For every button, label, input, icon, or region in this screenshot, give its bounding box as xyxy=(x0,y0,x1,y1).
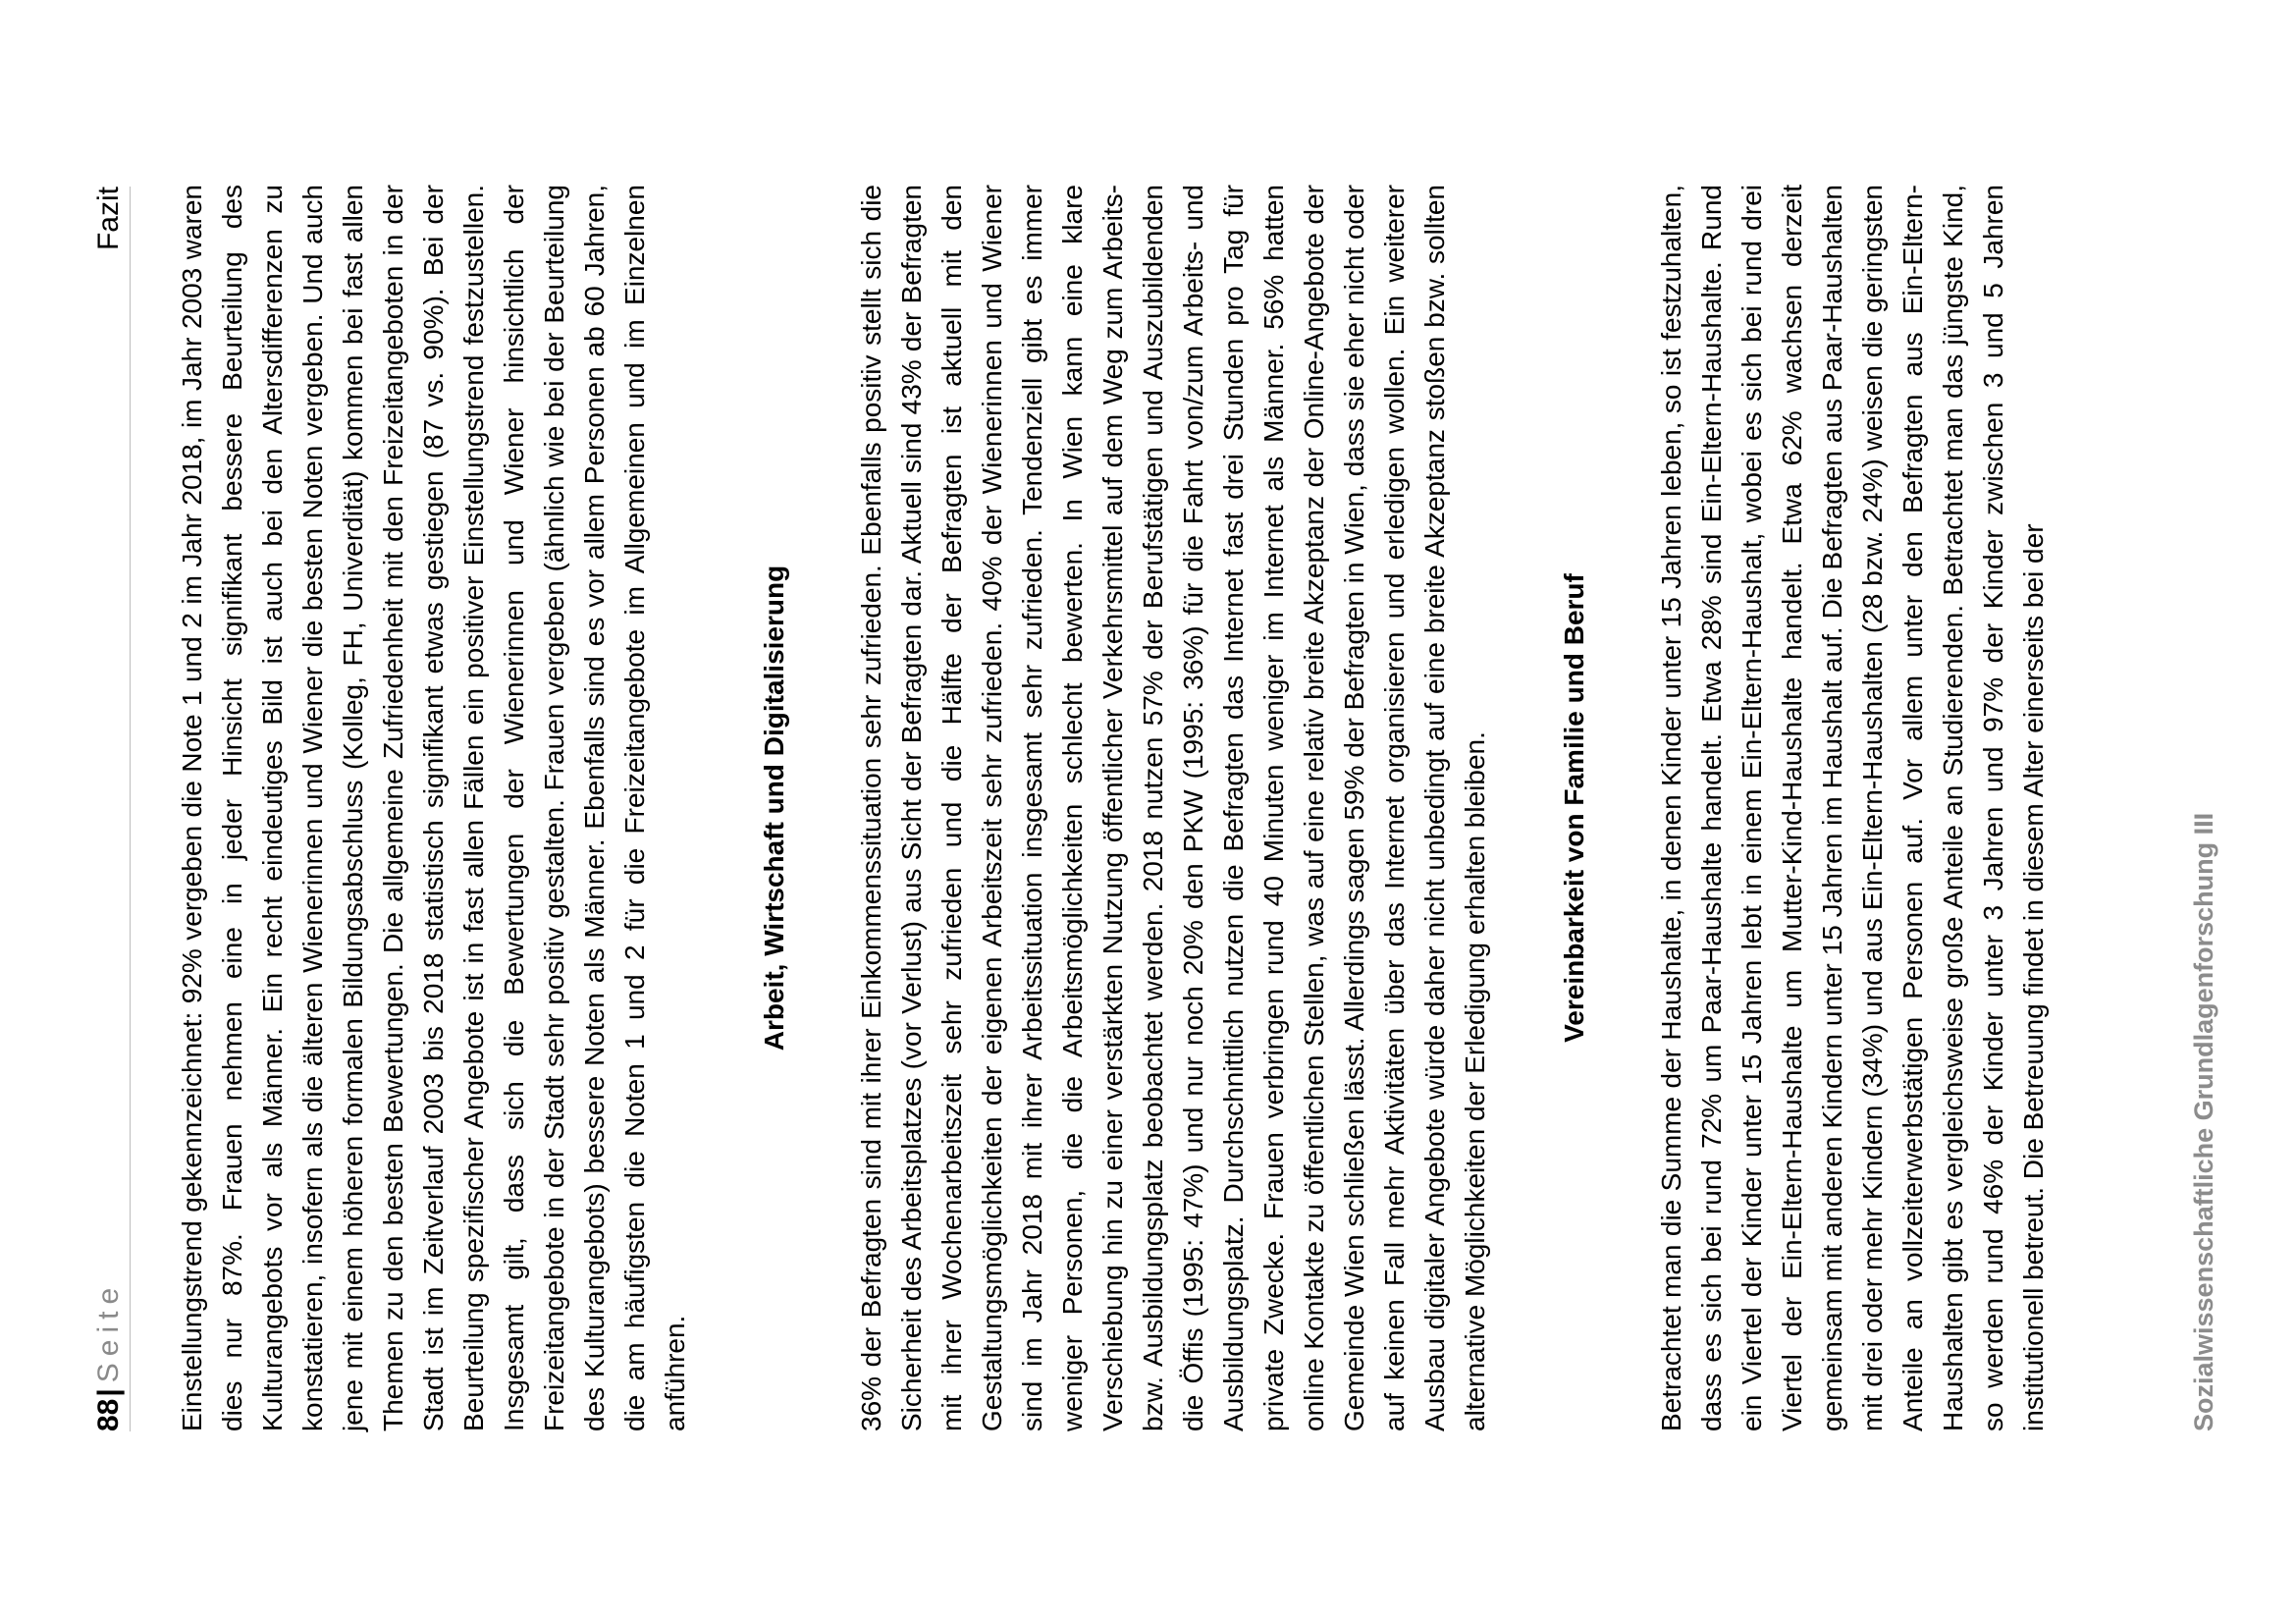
page-header xyxy=(79,187,131,1431)
page-number: 88 xyxy=(92,1398,125,1431)
page-number-separator: | xyxy=(92,1388,125,1397)
section-heading-family: Vereinbarkeit von Familie und Beruf xyxy=(1559,573,1589,1043)
intro-paragraph: Einstellungstrend gekennzeichnet: 92% vergeben die Note 1 und 2 im Jahr 2018, im Jahr 2003 waren dies nur 87%. Frauen nehmen eine in jeder Hinsicht signifikant bessere Beurteilung des Kulturangebots vor als Männer. Ein recht eindeutiges Bild ist auch bei den Altersdifferenzen zu konstatieren, insofern als die älteren Wienerinnen und Wiener die besten Noten vergeben. Und auch jene mit einem höheren formalen Bildungsabschluss (Kolleg, FH, Univerdität) kommen bei fast allen Themen zu den besten Bewertungen. Die allgemeine Zufriedenheit mit den Freizeitangeboten in der Stadt ist im Zeitverlauf 2003 bis 2018 statistisch signifikant etwas gestiegen (87 vs. 90%). Bei der Beurteilung spezifischer Angebote ist in fast allen Fällen ein positiver Einstellungstrend festzustellen. Insgesamt gilt, dass sich die Bewertungen der Wienerinnen und Wiener hinsichtlich der Freizeitangebote in der Stadt sehr positiv gestalten. Frauen vergeben (ähnlich wie bei der Beurteilung des Kulturangebots) bessere Noten als Männer. Ebenfalls sind es vor allem Personen ab 60 Jahren, die am häufigsten die Noten 1 und 2 für die Freizeitangebote im Allgemeinen und im Einzelnen anführen. xyxy=(177,185,690,1431)
running-head: Fazit xyxy=(92,187,125,251)
section-heading-work: Arbeit, Wirtschaft und Digitalisierung xyxy=(759,565,789,1052)
page-number-block xyxy=(94,1281,124,1431)
body-content xyxy=(172,185,2054,1431)
page-word: Seite xyxy=(92,1280,125,1383)
page-footer: Sozialwissenschaftliche Grundlagenforschung III xyxy=(2189,812,2218,1431)
family-paragraph: Betrachtet man die Summe der Haushalte, in denen Kinder unter 15 Jahren leben, so ist festzuhalten, dass es sich bei rund 72% um Paar-Haushalte handelt. Etwa 28% sind Ein-Eltern-Haushalte. Rund ein Viertel der Kinder unter 15 Jahren lebt in einem Ein-Eltern-Haushalt, wobei es sich bei rund drei Viertel der Ein-Eltern-Haushalte um Mutter-Kind-Haushalte handelt. Etwa 62% wachsen derzeit gemeinsam mit anderen Kindern unter 15 Jahren im Haushalt auf. Die Befragten aus Paar-Haushalten mit drei oder mehr Kindern (34%) und aus Ein-Eltern-Haushalten (28 bzw. 24%) weisen die geringsten Anteile an vollzeiterwerbstätigen Personen auf. Vor allem unter den Befragten aus Ein-Eltern-Haushalten gibt es vergleichsweise große Anteile an Studierenden. Betrachtet man das jüngste Kind, so werden rund 46% der Kinder unter 3 Jahren und 97% der Kinder zwischen 3 und 5 Jahren institutionell betreut. Die Betreuung findet in diesem Alter einerseits bei der xyxy=(1656,185,2049,1431)
work-paragraph: 36% der Befragten sind mit ihrer Einkommenssituation sehr zufrieden. Ebenfalls positiv stellt sich die Sicherheit des Arbeitsplatzes (vor Verlust) aus Sicht der Befragten dar. Aktuell sind 43% der Befragten mit ihrer Wochenarbeitszeit sehr zufrieden und die Hälfte der Befragten ist aktuell mit den Gestaltungsmöglichkeiten der eigenen Arbeitszeit sehr zufrieden. 40% der Wienerinnen und Wiener sind im Jahr 2018 mit ihrer Arbeitssituation insgesamt sehr zufrieden. Tendenziell gibt es immer weniger Personen, die die Arbeitsmöglichkeiten schlecht bewerten. In Wien kann eine klare Verschiebung hin zu einer verstärkten Nutzung öffentlicher Verkehrsmittel auf dem Weg zum Arbeits- bzw. Ausbildungsplatz beobachtet werden. 2018 nutzen 57% der Berufstätigen und Auszubildenden die Öffis (1995: 47%) und nur noch 20% den PKW (1995: 36%) für die Fahrt von/zum Arbeits- und Ausbildungsplatz. Durchschnittlich nutzen die Befragten das Internet fast drei Stunden pro Tag für private Zwecke. Frauen verbringen rund 40 Minuten weniger im Internet als Männer. 56% hatten online Kontakte zu öffentlichen Stellen, was auf eine relativ breite Akzeptanz der Online-Angebote der Gemeinde Wien schließen lässt. Allerdings sagen 59% der Befragten in Wien, dass sie eher nicht oder auf keinen Fall mehr Aktivitäten über das Internet organisieren und erledigen wollen. Ein weiterer Ausbau digitaler Angebote würde daher nicht unbedingt auf eine breite Akzeptanz stoßen bzw. sollten alternative Möglichkeiten der Erledigung erhalten bleiben. xyxy=(856,184,1490,1431)
